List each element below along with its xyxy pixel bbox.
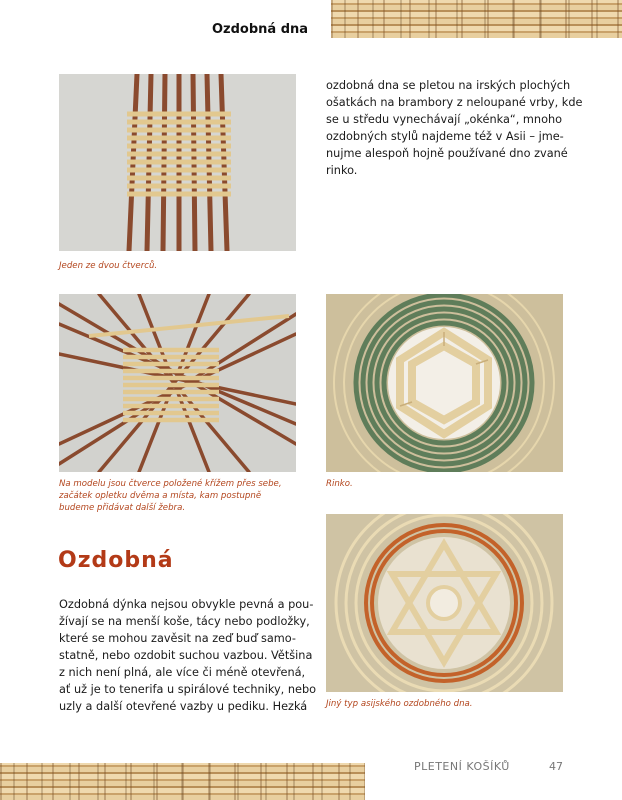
- intro-line: se u středu vynechávají „okénka“, mnoho: [326, 113, 563, 126]
- intro-paragraph: [326, 77, 583, 179]
- running-header-title: Ozdobná dna: [212, 22, 309, 37]
- intro-line: ozdobných stylů najdeme též v Asii – jme-: [326, 130, 564, 143]
- section-paragraph: [59, 596, 317, 715]
- woven-cane-header-strip: [331, 0, 622, 38]
- intro-line: nujme alespoň hojně používané dno zvané: [326, 147, 568, 160]
- caption-square-one: Jeden ze dvou čtverců.: [59, 261, 158, 271]
- section-line: Ozdobná dýnka nejsou obvykle pevná a pou-: [59, 598, 314, 611]
- caption-line: Na modelu jsou čtverce položené křížem přes sebe,: [59, 479, 282, 489]
- section-line: žívají se na menší koše, tácy nebo podložky,: [59, 615, 310, 628]
- caption-crossed-squares: [59, 478, 299, 514]
- intro-line: ošatkách na brambory z neloupané vrby, kde: [326, 96, 583, 109]
- photo-crossed-squares: [59, 294, 296, 472]
- caption-asian-base: Jiný typ asijského ozdobného dna.: [326, 699, 473, 709]
- photo-woven-square: [59, 74, 296, 251]
- caption-line: začátek opletku dvěma a místa, kam postupně: [59, 491, 262, 501]
- caption-line: budeme přidávat další žebra.: [59, 503, 186, 513]
- intro-line: rinko.: [326, 164, 358, 177]
- section-line: ať už je to tenerifa u spirálové techniky, nebo: [59, 683, 317, 696]
- section-line: statně, nebo ozdobit suchou vazbou. Většina: [59, 649, 313, 662]
- intro-line: ozdobná dna se pletou na irských plochých: [326, 79, 571, 92]
- section-line: které se mohou zavěsit na zeď buď samo-: [59, 632, 296, 645]
- photo-asian-decorative-base: [326, 514, 563, 692]
- photo-rinko-base: [326, 294, 563, 472]
- section-line: uzly a další otevřené vazby u pediku. Hezká: [59, 700, 308, 713]
- page-number: 47: [549, 760, 563, 773]
- caption-rinko: Rinko.: [326, 479, 353, 489]
- section-line: z nich není plná, ale více či méně otevřená,: [59, 666, 306, 679]
- section-heading: Ozdobná: [58, 548, 174, 573]
- footer-book-title: PLETENÍ KOŠÍKŮ: [414, 760, 510, 773]
- woven-cane-footer-strip: [0, 763, 365, 800]
